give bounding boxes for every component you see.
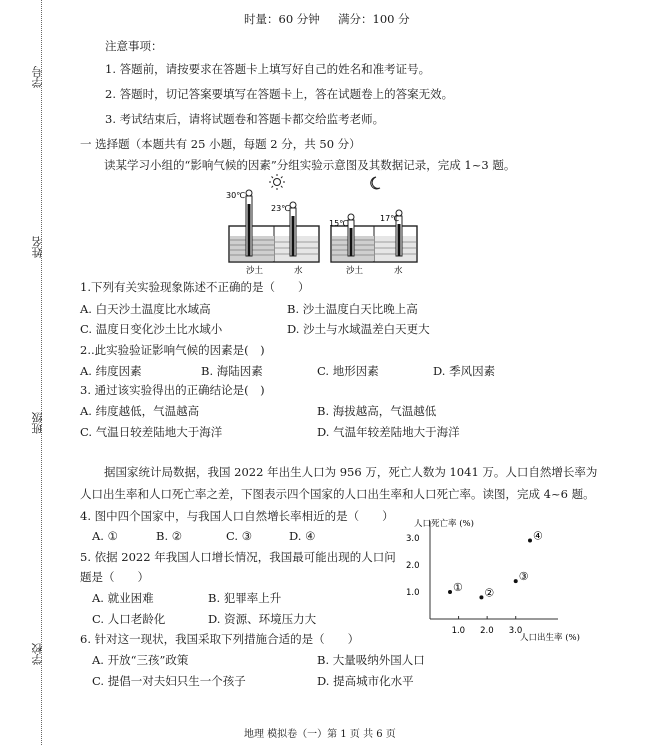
- container-label-day-water: 水: [294, 266, 303, 276]
- moon-icon: [371, 177, 380, 189]
- page-footer: 地理 模拟卷（一）第 1 页 共 6 页: [244, 729, 396, 740]
- q4-option-b[interactable]: B. ②: [156, 529, 183, 543]
- q5-option-d[interactable]: D. 资源、环境压力大: [208, 612, 317, 626]
- q1-option-c[interactable]: C. 温度日变化沙土比水域小: [80, 322, 223, 336]
- q4-option-d[interactable]: D. ④: [289, 529, 316, 543]
- question-3-stem: 3. 通过该实验得出的正确结论是( ): [80, 383, 265, 397]
- container-label-night-water: 水: [394, 266, 403, 276]
- q2-option-b[interactable]: B. 海陆因素: [201, 364, 263, 378]
- q6-option-b[interactable]: B. 大量吸纳外国人口: [317, 653, 425, 667]
- y-tick-label: 2.0: [406, 560, 420, 571]
- question-1-stem: 1.下列有关实验现象陈述不正确的是（ ）: [80, 280, 310, 294]
- name-label: 姓名: [31, 236, 44, 258]
- sun-icon: [269, 174, 285, 190]
- container-label-day-sand: 沙土: [246, 266, 264, 276]
- q2-option-c[interactable]: C. 地形因素: [317, 364, 379, 378]
- population-scatter-chart: [400, 514, 600, 654]
- temp-label-night-water: 17℃: [380, 214, 400, 223]
- q5-option-a[interactable]: A. 就业困难: [92, 591, 154, 605]
- y-tick-label: 3.0: [406, 533, 420, 544]
- data-point: [514, 579, 518, 583]
- school-label: 学校: [31, 643, 44, 665]
- student-id-label: 学号: [31, 66, 44, 88]
- q1-option-a[interactable]: A. 白天沙土温度比水域高: [80, 302, 211, 316]
- notice-item-2: 2. 答题时，切记答案要填写在答题卡上，答在试题卷上的答案无效。: [105, 87, 454, 101]
- q3-option-c[interactable]: C. 气温日较差陆地大于海洋: [80, 425, 223, 439]
- night-container: [331, 210, 417, 262]
- data-point-label: ②: [484, 586, 495, 600]
- passage-line-1: 据国家统计局数据，我国 2022 年出生人口为 956 万，死亡人数为 1041 万。人口自然增长率为: [104, 465, 598, 479]
- question-5-stem-line-1: 5. 依据 2022 年我国人口增长情况，我国最可能出现的人口问: [80, 550, 396, 564]
- q6-option-d[interactable]: D. 提高城市化水平: [317, 674, 414, 688]
- data-point: [479, 595, 483, 599]
- x-tick-label: 3.0: [508, 626, 523, 636]
- q4-option-c[interactable]: C. ③: [226, 529, 253, 543]
- q1-option-b[interactable]: B. 沙土温度白天比晚上高: [287, 302, 418, 316]
- question-4-stem: 4. 图中四个国家中，与我国人口自然增长率相近的是（ ）: [80, 509, 394, 523]
- q2-option-d[interactable]: D. 季风因素: [433, 364, 496, 378]
- q4-option-a[interactable]: A. ①: [92, 529, 118, 543]
- notice-item-3: 3. 考试结束后，请将试题卷和答题卡都交给监考老师。: [105, 112, 385, 126]
- container-label-night-sand: 沙土: [346, 266, 364, 276]
- data-point: [528, 539, 532, 543]
- q3-option-d[interactable]: D. 气温年较差陆地大于海洋: [317, 425, 460, 439]
- x-tick-label: 2.0: [480, 626, 494, 636]
- q2-option-a[interactable]: A. 纬度因素: [80, 364, 142, 378]
- q6-option-c[interactable]: C. 提倡一对夫妇只生一个孩子: [92, 674, 246, 688]
- data-point-label: ④: [533, 529, 543, 543]
- question-6-stem: 6. 针对这一现状，我国采取下列措施合适的是（ ）: [80, 632, 360, 646]
- y-tick-label: 1.0: [406, 587, 420, 598]
- experiment-diagram: [224, 174, 424, 278]
- data-point-label: ①: [453, 580, 463, 594]
- notice-item-1: 1. 答题前，请按要求在答题卡上填写好自己的姓名和准考证号。: [105, 62, 431, 76]
- q3-option-b[interactable]: B. 海拔越高，气温越低: [317, 404, 437, 418]
- exam-score: 满分：100 分: [338, 12, 410, 26]
- binding-line: [41, 0, 42, 745]
- q5-option-b[interactable]: B. 犯罪率上升: [208, 591, 282, 605]
- question-5-stem-line-2: 题是（ ）: [80, 570, 149, 584]
- class-label: 班级: [31, 412, 44, 434]
- passage-line-2: 人口出生率和人口死亡率之差，下图表示四个国家的人口出生率和人口死亡率。读图，完成 4~6 题。: [80, 487, 595, 501]
- section-intro: 读某学习小组的“影响气候的因素”分组实验示意图及其数据记录，完成 1~3 题。: [104, 158, 516, 172]
- notice-title: 注意事项：: [105, 39, 163, 53]
- section-heading: 一 选择题（本题共有 25 小题，每题 2 分，共 50 分）: [80, 137, 361, 151]
- temp-label-day-water: 23℃: [271, 204, 291, 213]
- y-axis-label: 人口死亡率 (%): [414, 519, 474, 529]
- q3-option-a[interactable]: A. 纬度越低，气温越高: [80, 404, 200, 418]
- x-tick-label: 1.0: [451, 626, 466, 636]
- data-point: [448, 590, 452, 594]
- day-container: [229, 190, 319, 262]
- temp-label-night-sand: 15℃: [329, 219, 349, 228]
- q6-option-a[interactable]: A. 开放“三孩”政策: [92, 653, 189, 667]
- q1-option-d[interactable]: D. 沙土与水域温差白天更大: [287, 322, 430, 336]
- q5-option-c[interactable]: C. 人口老龄化: [92, 612, 166, 626]
- x-axis-label: 人口出生率 (%): [520, 633, 580, 643]
- exam-time: 时量：60 分钟: [244, 12, 320, 26]
- temp-label-day-sand: 30℃: [226, 191, 246, 200]
- question-2-stem: 2..此实验验证影响气候的因素是( ): [80, 343, 265, 357]
- data-point-label: ③: [518, 570, 529, 584]
